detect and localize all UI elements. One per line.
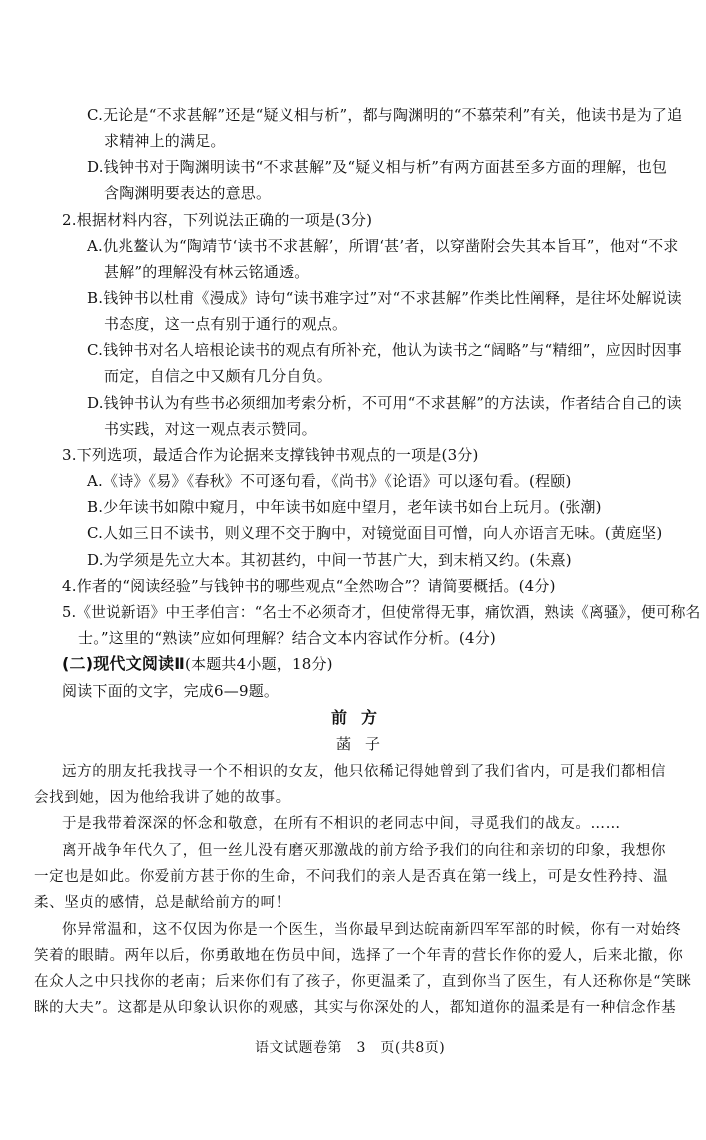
q3-stem: 3.下列选项，最适合作为论据来支撑钱钟书观点的一项是(3分) <box>62 446 479 464</box>
q3-option-c: C.人如三日不读书，则义理不交于胸中，对镜觉面目可憎，向人亦语言无味。(黄庭坚) <box>87 524 663 542</box>
q2-option-b-line2: 书态度，这一点有别于通行的观点。 <box>104 315 348 333</box>
paragraph-1-line2: 会找到她，因为他给我讲了她的故事。 <box>34 790 291 806</box>
q3-option-d: D.为学须是先立大本。其初甚约，中间一节甚广大，到末梢又约。(朱熹) <box>87 551 572 569</box>
q1-option-d-line1: D.钱钟书对于陶渊明读书“不求甚解”及“疑义相与析”有两方面甚至多方面的理解，也包 <box>87 158 668 176</box>
paragraph-2: 于是我带着深深的怀念和敬意，在所有不相识的老同志中间，寻觅我们的战友。…… <box>62 816 621 832</box>
q4-stem: 4.作者的“阅读经验”与钱钟书的哪些观点“全然吻合”？请简要概括。(4分) <box>62 577 556 595</box>
q3-option-a: A.《诗》《易》《春秋》不可逐句看，《尚书》《论语》可以逐句看。(程颐) <box>87 472 572 490</box>
paragraph-3-line3: 柔、坚贞的感情，总是献给前方的呵！ <box>34 895 291 911</box>
q2-stem: 2.根据材料内容，下列说法正确的一项是(3分) <box>62 211 373 229</box>
paragraph-3-line2: 一定也是如此。你爱前方甚于你的生命，不问我们的亲人是否真在第一线上，可是女性矜持、温 <box>34 869 669 885</box>
section-instruction: 阅读下面的文字，完成6—9题。 <box>62 682 280 700</box>
q2-option-b-line1: B.钱钟书以杜甫《漫成》诗句“读书难字过”对“不求甚解”作类比性阐释，是往坏处解说读 <box>87 289 682 307</box>
q1-option-c-line1: C.无论是“不求甚解”还是“疑义相与析”，都与陶渊明的“不慕荣利”有关，他读书是为了追 <box>87 106 683 124</box>
q2-option-d-line1: D.钱钟书认为有些书必须细加考索分析，不可用“不求甚解”的方法读，作者结合自己的读 <box>87 394 682 412</box>
article-author: 菡子 <box>336 735 395 753</box>
paragraph-4-line3: 在众人之中只找你的老南；后来你们有了孩子，你更温柔了，直到你当了医生，有人还称你是“笑眯 <box>34 974 692 990</box>
q2-option-d-line2: 书实践，对这一观点表示赞同。 <box>104 420 317 438</box>
paragraph-4-line2: 笑着的眼睛。两年以后，你勇敢地在伤员中间，选择了一个年青的营长作你的爱人，后来北撤，你 <box>34 948 684 964</box>
q5-line2: 士。”这里的“熟读”应如何理解？结合文本内容试作分析。(4分) <box>78 629 496 647</box>
paragraph-3-line1: 离开战争年代久了，但一丝儿没有磨灭那激战的前方给予我们的向往和亲切的印象，我想你 <box>62 843 666 859</box>
q2-option-c-line1: C.钱钟书对名人培根论读书的观点有所补充，他认为读书之“阔略”与“精细”，应因时因事 <box>87 341 682 359</box>
q2-option-a-line2: 甚解”的理解没有林云铭通透。 <box>104 263 310 281</box>
paragraph-4-line4: 眯的大夫”。这都是从印象认识你的观感，其实与你深处的人，都知道你的温柔是有一种信念作基 <box>34 1000 677 1016</box>
section-heading <box>62 654 333 674</box>
q1-option-d-line2: 含陶渊明要表达的意思。 <box>104 184 272 202</box>
q3-option-b: B.少年读书如隙中窥月，中年读书如庭中望月，老年读书如台上玩月。(张潮) <box>87 498 602 516</box>
section-note: (本题共4小题，18分) <box>184 655 333 673</box>
q1-option-c-line2: 求精神上的满足。 <box>104 132 226 150</box>
page-footer: 语文试题卷第 3 页(共8页) <box>255 1040 446 1056</box>
q2-option-c-line2: 而定，自信之中又颇有几分自负。 <box>104 367 333 385</box>
q5-line1: 5.《世说新语》中王孝伯言：“名士不必须奇才，但使常得无事，痛饮酒，熟读《离骚》，便可称名 <box>62 603 701 621</box>
section-title: (二)现代文阅读Ⅱ <box>62 654 185 673</box>
q2-option-a-line1: A.仇兆鳌认为“陶靖节‘读书不求甚解’，所谓‘甚’者，以穿凿附会失其本旨耳”，他对“不求 <box>87 237 679 255</box>
paragraph-1-line1: 远方的朋友托我找寻一个不相识的女友，他只依稀记得她曾到了我们省内，可是我们都相信 <box>62 764 666 780</box>
article-title: 前方 <box>331 708 392 727</box>
paragraph-4-line1: 你异常温和，这不仅因为你是一个医生，当你最早到达皖南新四军军部的时候，你有一对始终 <box>62 922 682 938</box>
